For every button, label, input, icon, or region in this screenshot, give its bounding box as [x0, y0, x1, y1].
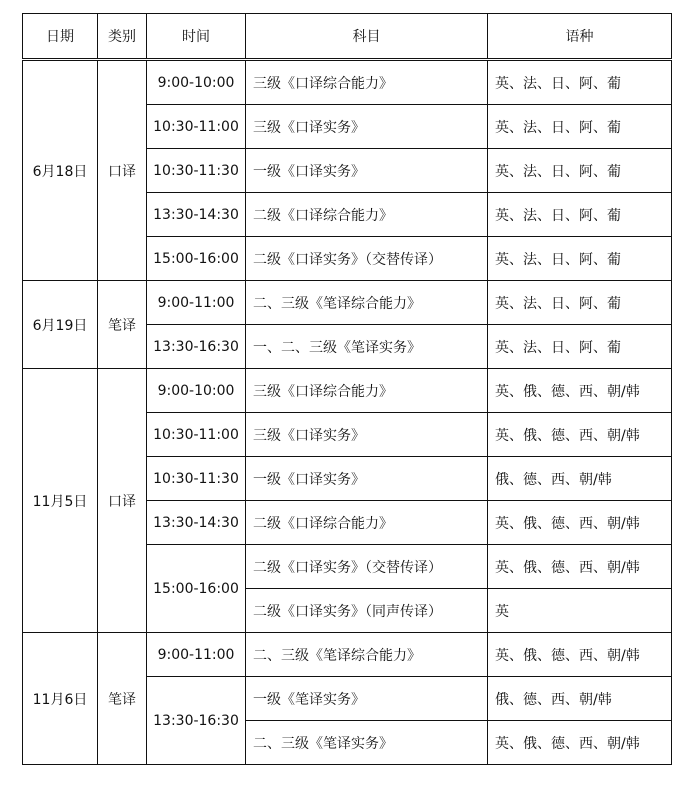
languages-cell: 英、法、日、阿、葡	[488, 325, 672, 369]
languages-cell: 英、法、日、阿、葡	[488, 281, 672, 325]
time-cell: 13:30-16:30	[147, 325, 246, 369]
time-cell: 13:30-16:30	[147, 677, 246, 765]
subject-cell: 二、三级《笔译实务》	[246, 721, 488, 765]
header-languages: 语种	[488, 14, 672, 60]
languages-cell: 英、法、日、阿、葡	[488, 193, 672, 237]
subject-cell: 二级《口译实务》（交替传译）	[246, 237, 488, 281]
time-cell: 15:00-16:00	[147, 237, 246, 281]
header-subject: 科目	[246, 14, 488, 60]
header-date: 日期	[23, 14, 98, 60]
time-cell: 15:00-16:00	[147, 545, 246, 633]
subject-cell: 二级《口译实务》（同声传译）	[246, 589, 488, 633]
exam-schedule-table	[22, 13, 672, 765]
subject-cell: 三级《口译综合能力》	[246, 60, 488, 105]
languages-cell: 俄、德、西、朝/韩	[488, 457, 672, 501]
subject-cell: 二级《口译实务》（交替传译）	[246, 545, 488, 589]
header-category: 类别	[98, 14, 147, 60]
time-cell: 10:30-11:30	[147, 149, 246, 193]
time-cell: 10:30-11:00	[147, 105, 246, 149]
subject-cell: 三级《口译实务》	[246, 413, 488, 457]
subject-cell: 二、三级《笔译综合能力》	[246, 281, 488, 325]
languages-cell: 英、法、日、阿、葡	[488, 60, 672, 105]
subject-cell: 一级《口译实务》	[246, 457, 488, 501]
time-cell: 10:30-11:30	[147, 457, 246, 501]
languages-cell: 英、俄、德、西、朝/韩	[488, 633, 672, 677]
languages-cell: 英、俄、德、西、朝/韩	[488, 369, 672, 413]
subject-cell: 一级《口译实务》	[246, 149, 488, 193]
category-cell: 口译	[98, 60, 147, 281]
date-cell: 11月6日	[23, 633, 98, 765]
time-cell: 10:30-11:00	[147, 413, 246, 457]
subject-cell: 二、三级《笔译综合能力》	[246, 633, 488, 677]
languages-cell: 英、俄、德、西、朝/韩	[488, 721, 672, 765]
time-cell: 9:00-10:00	[147, 60, 246, 105]
category-cell: 口译	[98, 369, 147, 633]
subject-cell: 一级《笔译实务》	[246, 677, 488, 721]
subject-cell: 二级《口译综合能力》	[246, 501, 488, 545]
date-cell: 11月5日	[23, 369, 98, 633]
subject-cell: 一、二、三级《笔译实务》	[246, 325, 488, 369]
date-cell: 6月18日	[23, 60, 98, 281]
languages-cell: 英、法、日、阿、葡	[488, 237, 672, 281]
languages-cell: 英、俄、德、西、朝/韩	[488, 501, 672, 545]
subject-cell: 二级《口译综合能力》	[246, 193, 488, 237]
languages-cell: 英、俄、德、西、朝/韩	[488, 545, 672, 589]
table-row	[23, 633, 672, 677]
time-cell: 13:30-14:30	[147, 501, 246, 545]
languages-cell: 英、法、日、阿、葡	[488, 149, 672, 193]
category-cell: 笔译	[98, 633, 147, 765]
time-cell: 13:30-14:30	[147, 193, 246, 237]
languages-cell: 俄、德、西、朝/韩	[488, 677, 672, 721]
header-time: 时间	[147, 14, 246, 60]
languages-cell: 英、俄、德、西、朝/韩	[488, 413, 672, 457]
languages-cell: 英、法、日、阿、葡	[488, 105, 672, 149]
table-row	[23, 281, 672, 325]
time-cell: 9:00-10:00	[147, 369, 246, 413]
time-cell: 9:00-11:00	[147, 281, 246, 325]
subject-cell: 三级《口译综合能力》	[246, 369, 488, 413]
table-row	[23, 369, 672, 413]
languages-cell: 英	[488, 589, 672, 633]
date-cell: 6月19日	[23, 281, 98, 369]
table-row	[23, 60, 672, 105]
subject-cell: 三级《口译实务》	[246, 105, 488, 149]
table-header-row	[23, 14, 672, 60]
schedule-table-wrapper	[22, 13, 672, 765]
category-cell: 笔译	[98, 281, 147, 369]
time-cell: 9:00-11:00	[147, 633, 246, 677]
